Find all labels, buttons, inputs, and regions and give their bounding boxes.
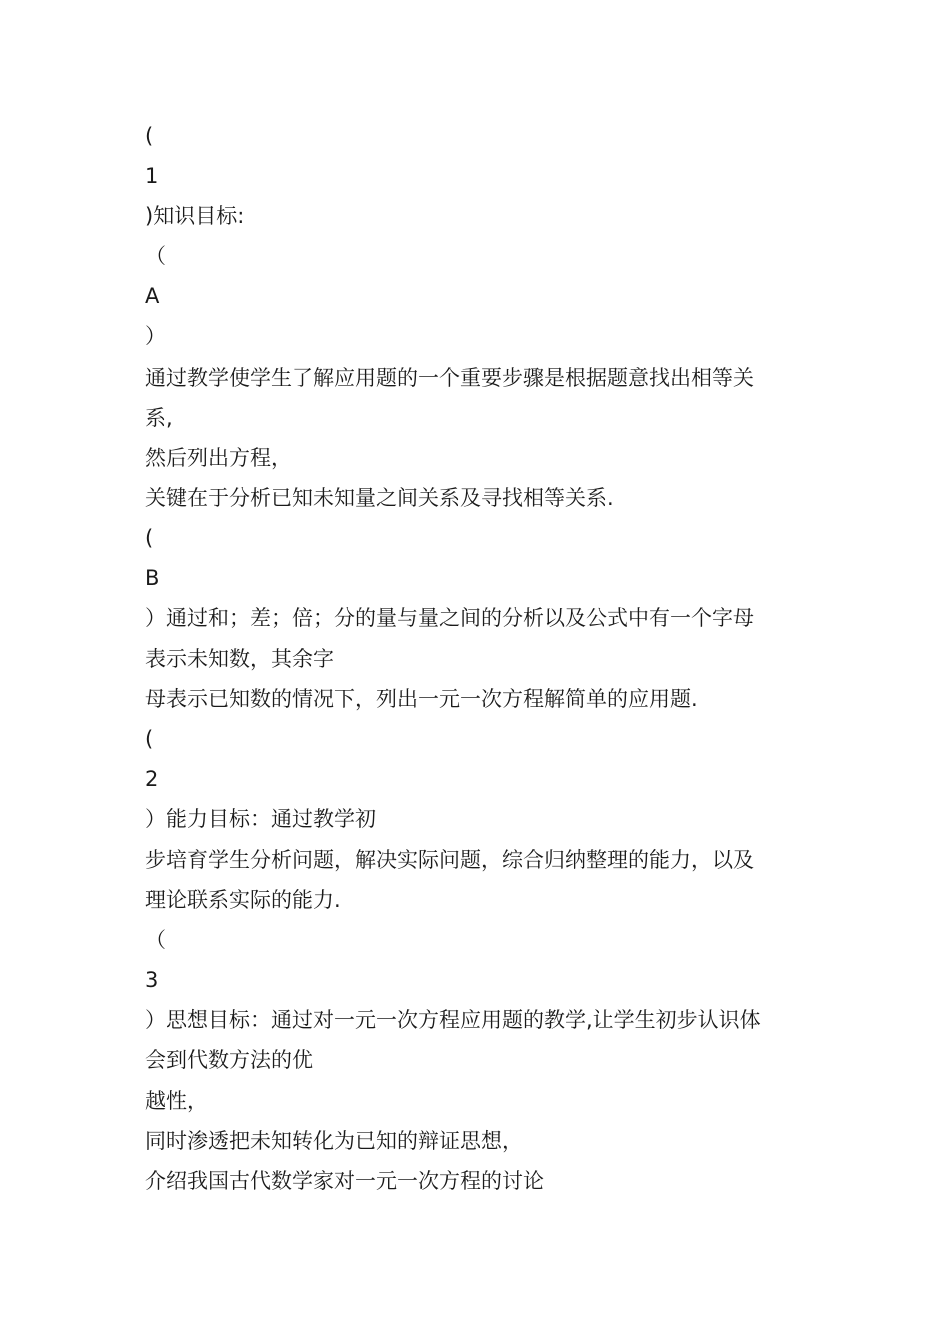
text-line: 3 xyxy=(145,968,159,992)
text-line: ）通过和；差；倍；分的量与量之间的分析以及公式中有一个字母 xyxy=(145,606,754,630)
text-line: ）思想目标：通过对一元一次方程应用题的教学,让学生初步认识体 xyxy=(145,1008,761,1032)
text-line: 同时渗透把未知转化为已知的辩证思想， xyxy=(145,1129,523,1153)
text-line: ( xyxy=(145,727,154,751)
text-line: （ xyxy=(145,244,166,268)
text-line: 1 xyxy=(145,164,159,188)
text-line: ） xyxy=(145,324,166,348)
text-line: ( xyxy=(145,124,154,148)
text-line: 母表示已知数的情况下，列出一元一次方程解简单的应用题. xyxy=(145,687,698,711)
text-line: 步培育学生分析问题，解决实际问题，综合归纳整理的能力，以及 xyxy=(145,848,754,872)
text-line: 表示未知数，其余字 xyxy=(145,647,334,671)
text-line: 理论联系实际的能力. xyxy=(145,888,341,912)
text-line: 越性， xyxy=(145,1089,208,1113)
text-line: ( xyxy=(145,526,154,550)
text-line: 通过教学使学生了解应用题的一个重要步骤是根据题意找出相等关 xyxy=(145,366,754,390)
text-line: 2 xyxy=(145,767,159,791)
text-line: 介绍我国古代数学家对一元一次方程的讨论 xyxy=(145,1169,544,1193)
text-line: 然后列出方程， xyxy=(145,446,292,470)
text-line: 会到代数方法的优 xyxy=(145,1048,313,1072)
text-line: 系, xyxy=(145,406,173,430)
text-line: )知识目标: xyxy=(145,204,245,228)
text-line: 关键在于分析已知未知量之间关系及寻找相等关系. xyxy=(145,486,614,510)
text-line: A xyxy=(145,284,160,308)
text-line: ）能力目标：通过教学初 xyxy=(145,807,376,831)
text-line: （ xyxy=(145,928,166,952)
text-line: B xyxy=(145,566,160,590)
